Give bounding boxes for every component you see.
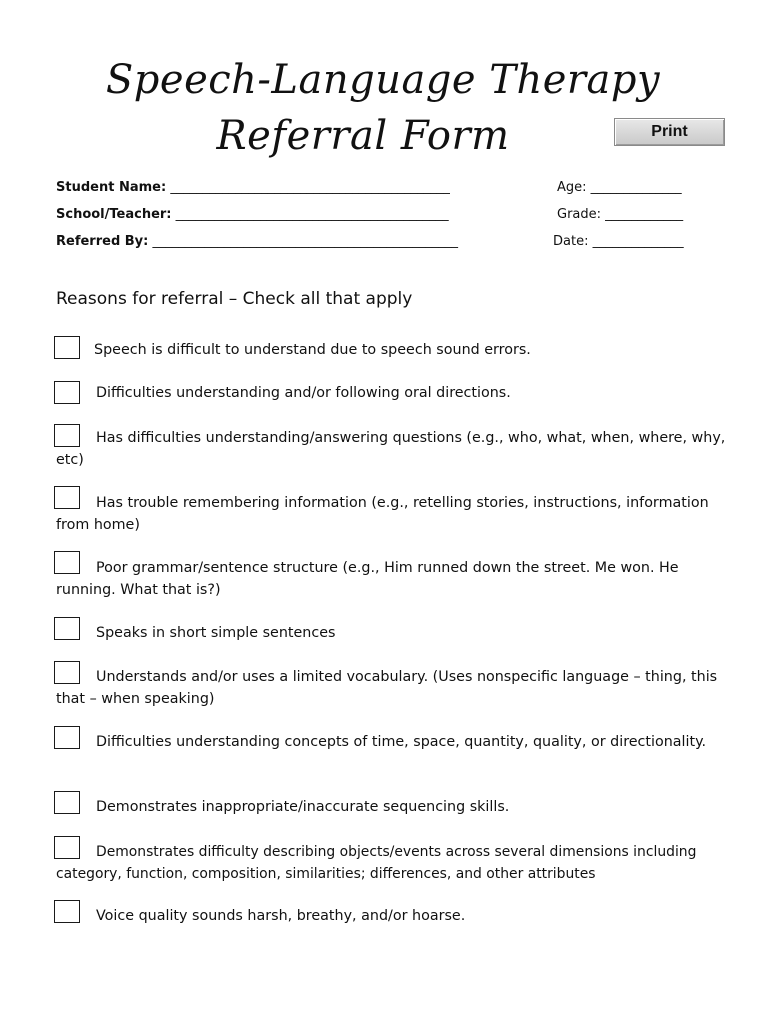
reason-label-voice-quality: Voice quality sounds harsh, breathy, and/or hoarse.	[96, 908, 466, 924]
reason-label-sequencing: Demonstrates inappropriate/inaccurate sequencing skills.	[96, 799, 510, 815]
student-name-field[interactable]	[56, 180, 450, 196]
referred-by-blank[interactable]: _______________________________________________	[152, 234, 458, 249]
reasons-heading: Reasons for referral – Check all that apply	[56, 289, 413, 309]
reason-label-remembering-information: Has trouble remembering information (e.g., retelling stories, instructions, information from home)	[56, 495, 709, 533]
school-teacher-blank[interactable]: __________________________________________	[175, 207, 449, 222]
student-name-label: Student Name:	[56, 180, 167, 195]
reason-label-grammar: Poor grammar/sentence structure (e.g., Him runned down the street. Me won. He running. What that is?)	[56, 560, 679, 598]
print-button[interactable]: Print	[614, 118, 725, 146]
grade-label: Grade:	[557, 207, 602, 222]
reason-label-concepts: Difficulties understanding concepts of time, space, quantity, quality, or directionality.	[96, 734, 707, 750]
reason-label-oral-directions: Difficulties understanding and/or following oral directions.	[96, 385, 511, 401]
reason-label-describing-objects: Demonstrates difficulty describing objects/events across several dimensions including category, function, composition, similarities; differences, and other attributes	[56, 844, 697, 882]
referred-by-label: Referred By:	[56, 234, 149, 249]
reason-label-short-sentences: Speaks in short simple sentences	[96, 625, 336, 641]
date-label: Date:	[553, 234, 589, 249]
form-title-line-2: Referral Form	[216, 113, 510, 159]
reason-label-speech-errors: Speech is difficult to understand due to speech sound errors.	[94, 342, 531, 358]
age-label: Age:	[557, 180, 587, 195]
referred-by-field[interactable]	[56, 234, 458, 250]
date-blank[interactable]: ______________	[592, 234, 684, 249]
grade-field[interactable]	[557, 207, 683, 223]
school-teacher-field[interactable]	[56, 207, 449, 223]
grade-blank[interactable]: ____________	[605, 207, 684, 222]
school-teacher-label: School/Teacher:	[56, 207, 172, 222]
age-field[interactable]	[557, 180, 682, 196]
reason-label-limited-vocabulary: Understands and/or uses a limited vocabulary. (Uses nonspecific language – thing, this that – when speaking)	[56, 669, 718, 707]
reason-label-answering-questions: Has difficulties understanding/answering questions (e.g., who, what, when, where, why, etc)	[56, 430, 726, 468]
age-blank[interactable]: ______________	[590, 180, 682, 195]
date-field[interactable]	[553, 234, 684, 250]
student-name-blank[interactable]: ___________________________________________	[170, 180, 450, 195]
form-title-line-1: Speech-Language Therapy	[105, 57, 661, 103]
